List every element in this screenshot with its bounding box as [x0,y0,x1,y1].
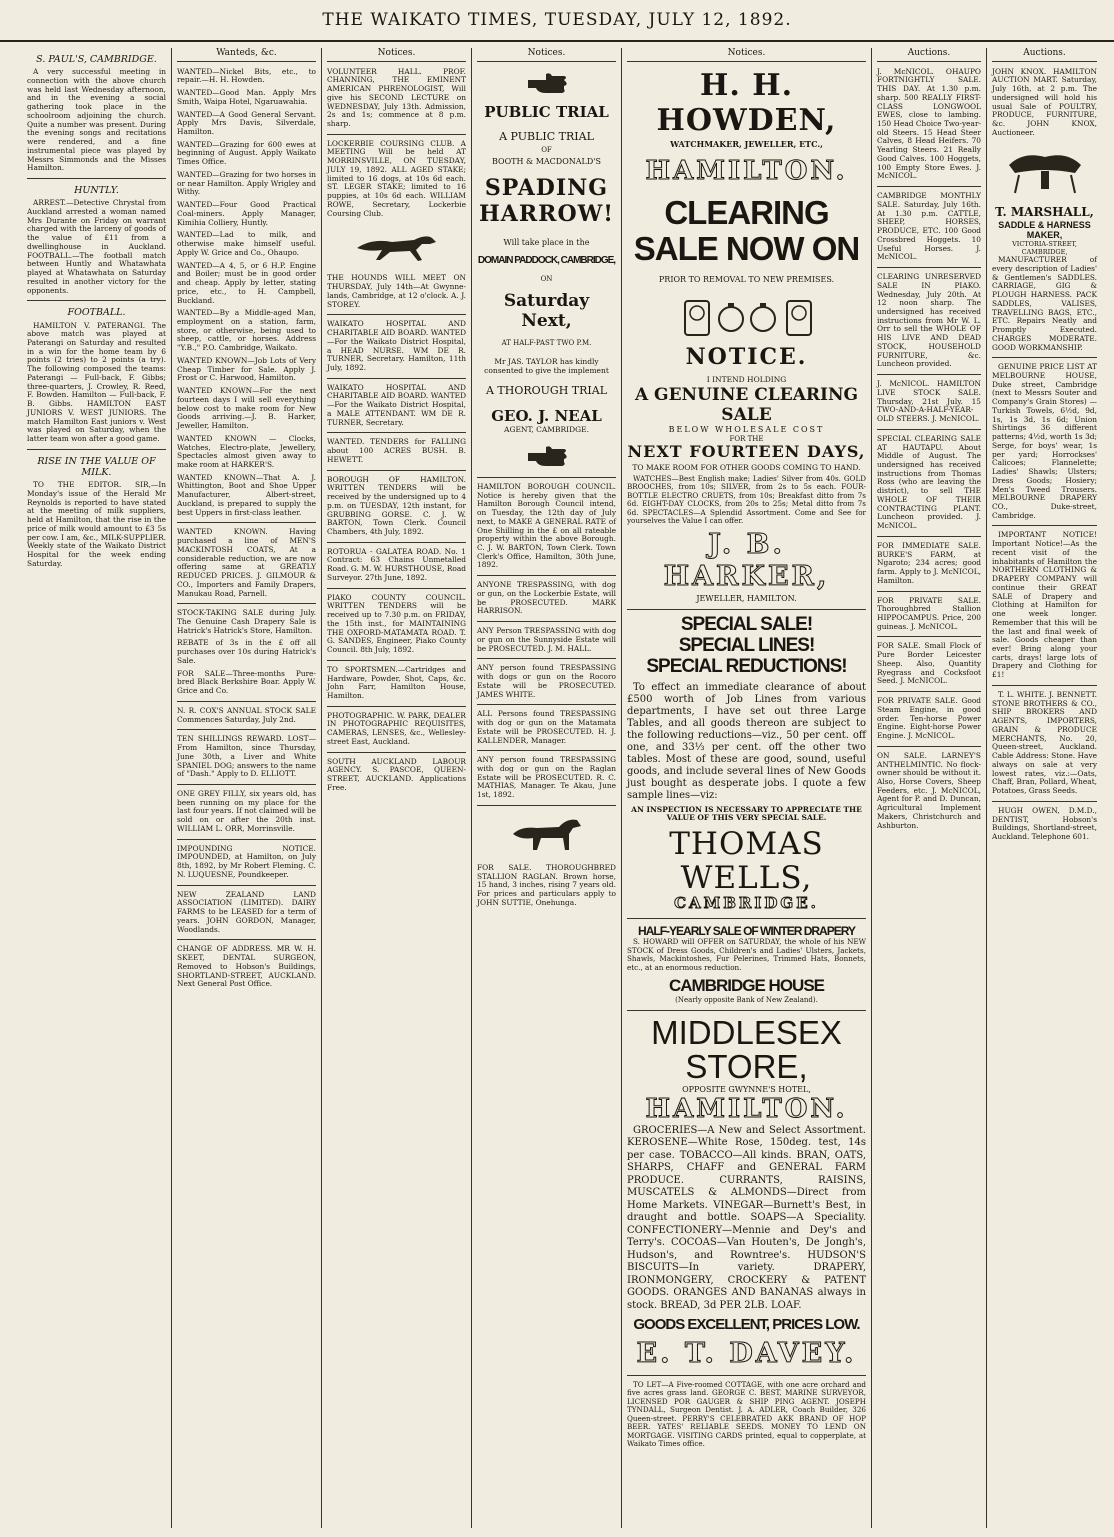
notice-ad: ANY person found TRESPASSING with dogs or gun on the Rocoro Estate will be PROSECUTED. JAMES WHITE. [477,663,616,699]
harker-sub: JEWELLER, HAMILTON. [696,594,797,604]
notice-ad: ANY Person TRESPASSING with dog or gun on the Sunnyside Estate will be PROSECUTED. J. M. HALL. [477,626,616,653]
special-lines-heading: SPECIAL LINES! [678,634,815,656]
inspection-line: AN INSPECTION IS NECESSARY TO APPRECIATE THE VALUE OF THIS VERY SPECIAL SALE. [631,804,862,823]
hamilton-heading-2: HAMILTON. [645,1094,848,1125]
article-text: A very successful meeting in connection with the above church was held last Wednesday afternoon, and in the evening a social gathering took place in the schoolroom adjoining the church. Quite a number was present. During the evening songs and recitations were rendered, and a fine instrumental piece was played by Messrs Simmonds and the Misses Hamilton. [27,67,166,173]
column-heading: Auctions. [877,48,981,62]
halfyear-heading: HALF-YEARLY SALE OF WINTER DRAPERY [638,924,855,939]
domain-line: DOMAIN PADDOCK, CAMBRIDGE, [477,255,616,267]
column-notices-3 [622,48,872,1528]
for-the-line: FOR THE [729,434,764,443]
section-title: FOOTBALL. [67,307,126,319]
davey-heading: E. T. DAVEY. [636,1338,857,1370]
horse-icon [507,814,587,856]
melbourne-house-ad: GENUINE PRICE LIST AT MELBOURNE HOUSE, Duke street, Cambridge (next to Messrs Souter and Company's Grain Stores) — Turkish Towels, 6½d, 9d, 1s, 1s 3d, 1s 6d; Union Shirtings 36 different patterns; 4½d, worth 1s 3d; Serge, for boys' wear, 1s per yard; Horrockses' Calicoes; Flannelette; Ladies' Shawls; Ulsters; Dress Goods; Hosiery; Men's Tweed Trousers. MELBOURNE DRAPERY CO., Duke-street, Cambridge. [992,362,1097,520]
classified-ad: WANTED—A Good General Servant. Apply Mrs Davis, Silverdale, Hamilton. [177,109,316,137]
classified-ad: WANTED KNOWN — Clocks, Watches, Electro-plate, Jewellery, Spectacles almost given away to make room at HARKER'S. [177,433,316,469]
column-heading: Notices. [477,48,616,62]
intend-line: I INTEND HOLDING [706,375,787,385]
auction-ad: CLEARING UNRESERVED SALE IN PIAKO. Wednesday, July 20th. At 12 noon sharp. The undersigned has received instructions from Mr W. L. Orr to sell the WHOLE OF HIS LIVE AND DEAD STOCK, HOUSEHOLD FURNITURE, &c. Luncheon provided. [877,272,981,369]
notice-ad: ROTORUA - GALATEA ROAD. No. 1 Contract: 63 Chains Unmetalled Road. G. M. W. HURSTHOUSE, Road Surveyor. 27th June, 1892. [327,546,466,582]
notice-ad: ANY person found TRESPASSING with dog or gun on the Raglan Estate will be PROSECUTED. R. C. MATHIAS, Manager. Te Akau, June 1st, 1892. [477,755,616,800]
watch-lines: WATCHES—Best English make; Ladies' Silver from 40s. GOLD BROOCHES, from 10s; SILVER, from 2s to 5s each. FOUR-BOTTLE ELECTRO CRUETS, from 10s; Breakfast ditto from 7s 6d. EIGHT-DAY CLOCKS, from 20s to 25s; Metal ditto from 7s 6d. SPECTACLES—A Splendid Assortment. Come and See for yourselves the Value I can offer. [627,473,866,526]
column-heading: Notices. [627,48,866,62]
auction-ad: CAMBRIDGE MONTHLY SALE. Saturday, July 16th. At 1.30 p.m. CATTLE, SHEEP, HORSES, PRODUCE, ETC. 100 Good Crossbred Hoggets. 10 Useful Horses. J. McNICOL. [877,191,981,262]
section-title: S. PAUL'S, CAMBRIDGE. [36,54,157,65]
take-place-line: Will take place in the [503,237,590,247]
special-text: To effect an immediate clearance of about £500 worth of Job Lines from various departments, I have set out three Large Tables, and all goods thereon are subject to the following reductions—viz., 50 per cent. off one, and 33⅓ per cent. off the other two tables. Most of these are good, sound, useful goods, and include several lines of New Goods just bought as desperate jobs. I quote a few sample lines—viz: [627,681,866,801]
classified-ad: WANTED KNOWN—For the next fourteen days I will sell everything below cost to make room for New Goods arriving.—J. B. Harker, Jeweller, Hamilton. [177,386,316,431]
maker-line: BOOTH & MACDONALD'S [492,156,601,166]
goods-heading: GOODS EXCELLENT, PRICES LOW. [633,1316,860,1334]
column-auctions-1 [872,48,987,1528]
column-auctions-2 [987,48,1102,1528]
classified-ad: WANTED KNOWN. Having purchased a line of MEN'S MACKINTOSH COATS, At a considerable reduction, we are now offering same at GREATLY REDUCED PRICES. J. GILMOUR & CO., Importers and Family Drapers, Manukau Road, Parnell. [177,527,316,598]
column-wanteds [172,48,322,1528]
auction-ad: FOR IMMEDIATE SALE. BURKE'S FARM, at Ngaroto; 234 acres; good farm. Apply to J. McNICOL, Hamilton. [877,540,981,585]
classified-ad: REBATE of 3s in the £ off all purchases over 10s during Hatrick's Sale. [177,638,316,665]
auction-ad: FOR PRIVATE SALE. Good Steam Engine, in good order. Ten-horse Power Engine. Eight-horse Power Engine. J. McNICOL. [877,696,981,741]
saddle-maker-heading: SADDLE & HARNESS MAKER, [998,219,1091,241]
notice-ad: FOR SALE. THOROUGHBRED STALLION RAGLAN. Brown horse, 15 hand, 3 inches, rising 7 years old. For prices and particulars apply to JOHN SUTTIE, Onehunga. [477,862,616,907]
article-text: HAMILTON V. PATERANGI. The above match was played at Paterangi on Saturday and resulted in a win for the home team by 6 points (2 tries) to 2 points (a try). The following composed the teams: Paterangi — Full-back, F. Gibbs; three-quarters, J. Crowley, R. Reed, F. Bowden. Hamilton — Full-back, F. B. Gibbs. HAMILTON EAST JUNIORS V. WEST JUNIORS. The match Hamilton East juniors v. West was played on Saturday, when the latter team won after a good game. [27,320,166,444]
thorough-trial: A THOROUGH TRIAL [485,384,608,398]
time-line: AT HALF-PAST TWO P.M. [501,339,592,348]
article-text: ARREST.—Detective Chrystal from Auckland arrested a woman named Mrs Durante on Friday on warrant charged with the larceny of goods of the value of £11 from a dwellinghouse in Auckland. FOOTBALL.—The football match between Huntly and Whatawhata played at Whatawhata on Saturday resulted in another victory for the opponents. [27,198,166,295]
classified-ad: WANTED—Good Man. Apply Mrs Smith, Waipa Hotel, Ngaruawahia. [177,88,316,106]
saturday-heading: Saturday Next, [503,291,590,332]
newspaper-masthead: THE WAIKATO TIMES, TUESDAY, JULY 12, 1892. [0,0,1114,42]
next-days-heading: NEXT FOURTEEN DAYS, [627,442,866,462]
column-news [22,48,172,1528]
cambridge-house-heading: CAMBRIDGE HOUSE [668,976,824,996]
notice-ad: PHOTOGRAPHIC. W. PARK, DEALER IN PHOTOGRAPHIC REQUISITES, CAMERAS, LENSES, &c., Wellesley-street East, Auckland. [327,710,466,746]
auction-ad: J. McNICOL. HAMILTON LIVE STOCK SALE. Thursday, 21st July. 15 TWO-AND-A-HALF-YEAR-OLD STEERS. J. McNICOL. [877,379,981,424]
notice-ad: SOUTH AUCKLAND LABOUR AGENCY. S. PASCOE, QUEEN-STREET, AUCKLAND. Applications Free. [327,756,466,792]
stone-brothers-ad: T. L. WHITE. J. BENNETT. STONE BROTHERS & CO., SHIP BROKERS AND AGENTS, IMPORTERS, GRAIN & PRODUCE MERCHANTS, No. 20, Queen-street, Auckland. Cable Address: Stone. Have always on sale at very lowest rates, viz.:—Oats, Chaff, Bran, Pollard, Wheat, Potatoes, Grass Seeds. [992,689,1098,796]
cambridge-house-sub: (Nearly opposite Bank of New Zealand). [675,996,818,1005]
classified-ad: N. R. COX'S ANNUAL STOCK SALE Commences Saturday, July 2nd. [177,705,316,724]
greyhound-icon [352,226,442,266]
dentist-ad: HUGH OWEN, D.M.D., DENTIST, Hobson's Buildings, Shortland-street, Auckland. Telephone 601. [992,805,1097,841]
of-line: OF [541,146,552,155]
marshall-text: MANUFACTURER of every description of Ladies' & Gentlemen's SADDLES. CARRIAGE, GIG & PLOUGH HARNESS. PACK SADDLES, VALISES, TRAVELLING BAGS, ETC., ETC. Repairs Neatly and Promptly Executed. CHARGES MODERATE. GOOD WORKMANSHIP. [992,255,1097,352]
howden-heading: H. H. HOWDEN, [656,67,837,138]
opposite-line: OPPOSITE GWYNNE'S HOTEL, [682,1084,811,1094]
taylor-line: Mr JAS. TAYLOR has kindly consented to give the implement [484,356,609,375]
notice-ad: LOCKERBIE COURSING CLUB. A MEETING Will be held AT MORRINSVILLE, ON TUESDAY, JULY 19, 1892. ALL AGED STAKE; limited to 16 dogs, at 10s 6d each. ST. LEGER STAKE; limited to 16 puppies, at 10s 6d each. WILLIAM ROWE, Secretary, Lockerbie Coursing Club. [327,138,466,218]
classified-ad: WANTED—Lad to milk, and otherwise make himself useful. Apply W. Grice and Co., Ohaupo. [177,230,316,257]
notice-ad: BOROUGH OF HAMILTON. WRITTEN TENDERS will be received by the undersigned up to 4 p.m. on TUESDAY, 12th instant, for GRUBBING GORSE. C. J. W. BARTON, Town Clerk. Council Chambers, 4th July, 1892. [327,474,466,536]
classified-ad: WANTED—Grazing for two horses in or near Hamilton. Apply Wrigley and Withy. [177,169,316,197]
pointing-hand-icon [524,68,570,98]
notice-ad: WAIKATO HOSPITAL AND CHARITABLE AID BOARD. WANTED—For the Waikato District Hospital, a HEAD NURSE. WM DE R. TURNER, Secretary. Hamilton, 11th July, 1892. [327,319,466,372]
classified-ad: WANTED—A 4, 5, or 6 H.P. Engine and Boiler; must be in good order and cheap. Apply by letter, stating price, etc., to H. Campbell, Buckland. [177,260,316,305]
classified-ad: TEN SHILLINGS REWARD. LOST—From Hamilton, since Thursday, June 30th, a Liver and White SPANIEL DOG; answers to the name of "Dash." Apply to D. ELLIOTT. [177,734,316,779]
cambridge-heading: CAMBRIDGE. [674,894,819,913]
notice-ad: PIAKO COUNTY COUNCIL. WRITTEN TENDERS will be received up to 7.30 p.m. on FRIDAY, the 15th inst., for MAINTAINING THE OXFORD-MATAMATA ROAD. T. G. SANDES, Engineer, Piako County Council. 8th July, 1892. [327,592,466,655]
pointing-hand-icon [524,441,570,471]
notice-heading: NOTICE. [685,343,808,370]
notice-ad: TO SPORTSMEN.—Cartridges and Hardware, Powder, Shot, Caps, &c. John Farr, Hamilton House, Hamilton. [327,664,466,700]
spading-heading: SPADING [484,174,609,201]
section-title: RISE IN THE VALUE OF MILK. [37,455,156,478]
hamilton-heading: HAMILTON. [645,155,848,186]
marshall-address: VICTORIA-STREET, CAMBRIDGE, [1012,239,1077,256]
trial-line: A PUBLIC TRIAL [499,130,594,144]
column-heading: Wanteds, &c. [177,48,316,62]
classified-ad: NEW ZEALAND LAND ASSOCIATION (LIMITED). DAIRY FARMS to be LEASED for a term of years. JOHN GORDON, Manager, Woodlands. [177,889,316,934]
auction-ad: FOR PRIVATE SALE. Thoroughbred Stallion HIPPOCAMPUS. Price, 200 guineas. J. McNICOL. [877,595,981,631]
notice-ad: THE HOUNDS WILL MEET ON THURSDAY, July 14th—At Gwynne-lands, Cambridge, at 12 o'clock. A. J. STOREY. [327,273,466,309]
agent-sub: AGENT, CAMBRIDGE. [504,425,589,435]
below-cost-line: BELOW WHOLESALE COST [668,425,825,435]
auction-ad: SPECIAL CLEARING SALE AT HAUTAPU. About Middle of August. The undersigned has received instructions from Thomas Ross (who are leaving the district), to sell THE WHOLE OF THEIR CONTRACTING PLANT. Luncheon provided. J. McNICOL. [877,433,981,531]
notice-ad: ANYONE TRESPASSING, with dog or gun, on the Lockerbie Estate, will be PROSECUTED. MARK HARRISON. [477,580,616,616]
newspaper-columns [22,48,1102,1528]
room-line: TO MAKE ROOM FOR OTHER GOODS COMING TO HAND. [632,462,861,472]
notice-ad: WANTED. TENDERS for FALLING about 100 ACRES BUSH. B. HEWETT. [327,437,466,464]
column-notices-2 [472,48,622,1528]
small-ads: TO LET—A Five-roomed COTTAGE, with one acre orchard and five acres grass land. GEORGE C. BEST, MARINE SURVEYOR, LICENSED POR GAUGER & SHIP PING AGENT. JOSEPH TYNDALL, Surgeon Dentist. J. A. ADLER, Coach Builder, 326 Queen-street. PERRY'S CELEBRATED AKK BRAND OF HOP BEER. YATES' RELIABLE SEEDS. MONEY TO LEND ON MORTGAGE. VISITING CARDS printed, equal to copperplate, at Waikato Times office. [627,1379,866,1449]
column-heading: Auctions. [992,48,1097,62]
classified-ad: WANTED KNOWN—That A. J. Whittington, Boot and Shoe Upper Manufacturer, Albert-street, Auckland, is prepared to supply the best Uppers in first-class leather. [177,472,316,517]
auction-ad: ON SALE. LARNEY'S ANTHELMINTIC. No flock-owner should be without it. Also, Horse Covers, Sheep Feeders, etc. J. McNICOL, Agent for P. and D. Duncan, Agricultural Implement Makers, Christchurch and Ashburton. [877,750,981,830]
middlesex-heading: MIDDLESEX STORE, [651,1013,842,1086]
classified-ad: FOR SALE—Three-months Pure-bred Black Berkshire Boar. Apply W. Grice and Co. [177,668,316,696]
howden-sub: WATCHMAKER, JEWELLER, ETC., [670,139,823,150]
saddle-icon [995,143,1095,199]
prior-line: PRIOR TO REMOVAL TO NEW PREMISES. [658,275,835,285]
special-sale-heading: SPECIAL SALE! [680,613,813,635]
auction-ad: JOHN KNOX. HAMILTON AUCTION MART. Saturday, July 16th, at 2 p.m. The undersigned will hold his usual Sale of POULTRY, PRODUCE, FURNITURE, &c. JOHN KNOX, Auctioneer. [992,66,1097,137]
halfyear-text: S. HOWARD will OFFER on SATURDAY, the whole of his NEW STOCK of Dress Goods, Children's and Ladies' Ulsters, Jackets, Shawls, Mackintoshes, Fur Pelerines, Trimmed Hats, Bonnets, etc., at an enormous reduction. [627,937,866,972]
classified-ad: WANTED—By a Middle-aged Man, employment on a station, farm, store, or otherwise, being used to sheep, cattle, or horses. Address "Y.B.," P.O. Cambridge, Waikato. [177,308,316,353]
harker-heading: J. B. HARKER, [663,528,830,592]
section-title: HUNTLY. [74,185,119,197]
classified-ad: WANTED KNOWN—Job Lots of Very Cheap Timber for Sale. Apply J. Frost or C. Harwood, Hamilton. [177,355,316,383]
harrow-heading: HARROW! [479,200,614,227]
auction-ad: FOR SALE. Small Flock of Pure Border Leicester Sheep. Also, Quantity Ryegrass and Cocksfoot Seed. J. McNICOL. [877,641,981,686]
genuine-sale-heading: A GENUINE CLEARING SALE [634,385,859,426]
column-notices-1 [322,48,472,1528]
classified-ad: STOCK-TAKING SALE during July. The Genuine Cash Drapery Sale is Hatrick's Hatrick's Store, Hamilton. [177,608,316,635]
notice-ad: HAMILTON BOROUGH COUNCIL. Notice is hereby given that the Hamilton Borough Council intend, on Tuesday, the 12th day of July next, to MAKE A GENERAL RATE of One Shilling in the £ on all rateable property within the above Borough. C. J. W. BARTON, Town Clerk. Town Clerk's Office, Hamilton, 30th June, 1892. [477,481,616,570]
classified-ad: WANTED—Four Good Practical Coal-miners. Apply Manager, Kimihia Colliery, Huntly. [177,200,316,227]
classified-ad: CHANGE OF ADDRESS. MR W. H. SKEET, DENTAL SURGEON, Removed to Hobson's Buildings, SHORTLAND-STREET, AUCKLAND. Next General Post Office. [177,944,316,989]
notice-ad: ALL Persons found TRESPASSING with dog or gun on the Matamata Estate will be PROSECUTED. H. J. KALLENDER, Manager. [477,709,616,745]
on-line: ON [540,275,553,284]
notice-ad: VOLUNTEER HALL. PROF. CHANNING, THE EMINENT AMERICAN PHRENOLOGIST, Will give his SECOND LECTURE on WEDNESDAY, July 13th. Admission, 2s and 1s; commence at 8 p.m. sharp. [327,66,466,129]
classified-ad: WANTED—Nickel Bits, etc., to repair.—H. H. Howden. [177,66,316,85]
clearing-sale-heading: CLEARING SALE NOW ON [633,193,860,267]
notice-ad: WAIKATO HOSPITAL AND CHARITABLE AID BOARD. WANTED—For the Waikato District Hospital, a MALE ATTENDANT. WM DE R. TURNER, Secretary. [327,382,466,427]
classified-ad: WANTED—Grazing for 600 ewes at beginning of August. Apply Waikato Times Office. [177,139,316,167]
column-heading: Notices. [327,48,466,62]
auction-ad: J. McNICOL. OHAUPO FORTNIGHTLY SALE. THIS DAY. At 1.30 p.m. sharp. 500 REALLY FIRST-CLASS LONGWOOL EWES, close to lambing. 150 Head Choice Two-year-old Steers. 15 Head Steer Calves, 8 Head Heifers. 70 Yearling Steers. 21 Really Good Calves. 100 Hoggets, 100 Empty Store Ewes. J. McNICOL. [877,66,981,181]
article-text: TO THE EDITOR. SIR,—In Monday's issue of the Herald Mr Reynolds is reported to have stated at the meeting of milk suppliers, held at Hamilton, that the rise in the price of milk would amount to £3 5s per cow. I am, &c., MILK-SUPPLIER. Weekly state of the Waikato District Hospital for the week ending Saturday. [27,480,166,568]
wells-heading: THOMAS WELLS, [669,826,824,897]
classified-ad: ONE GREY FILLY, six years old, has been running on my place for the last four years. If not claimed will be sold on or after the 20th inst. WILLIAM L. ORR, Morrinsville. [177,789,316,833]
agent-name: GEO. J. NEAL [491,407,602,426]
marshall-heading: T. MARSHALL, [995,205,1094,220]
important-notice-ad: IMPORTANT NOTICE! Important Notice!—As the recent visit of the inhabitants of Hamilton the NORTHERN CLOTHING & DRAPERY COMPANY will continue their GREAT SALE of Drapery and Clothing at Hamilton for one week longer. Remember that this will be the last and final week of sale. Goods cheaper than ever! Bring along your carts, drays! large lots of Drapery and Clothing for £1! [992,530,1097,680]
classified-ad: IMPOUNDING NOTICE. IMPOUNDED, at Hamilton, on July 8th, 1892, by Mr Robert Fleming. C. N. LUQUESNE, Poundkeeper. [177,843,316,879]
public-trial-heading: PUBLIC TRIAL [484,102,609,121]
clocks-watches-icon [627,291,867,339]
grocery-list: GROCERIES—A New and Select Assortment. KEROSENE—White Rose, 150deg. test, 14s per case. TOBACCO—All kinds. BRAN, OATS, SHARPS, CHAFF and GENERAL FARM PRODUCE. CURRANTS, RAISINS, MUSCATELS & ALMONDS—Direct from Home Markets. VINEGAR—Burnett's Best, in draught and bottle. SOAPS—A Speciality. CONFECTIONERY—Mennie and Dey's and Terry's. COCOAS—Van Houten's, De Jongh's, Hudson's, and Rowntree's. HUDSON'S BISCUITS—In variety. DRAPERY, IRONMONGERY, CROCKERY & PATENT GOODS. ORANGES AND BANANAS always in stock. BREAD, 3d PER 2LB. LOAF. [627,1124,866,1311]
special-reductions-heading: SPECIAL REDUCTIONS! [646,655,847,677]
